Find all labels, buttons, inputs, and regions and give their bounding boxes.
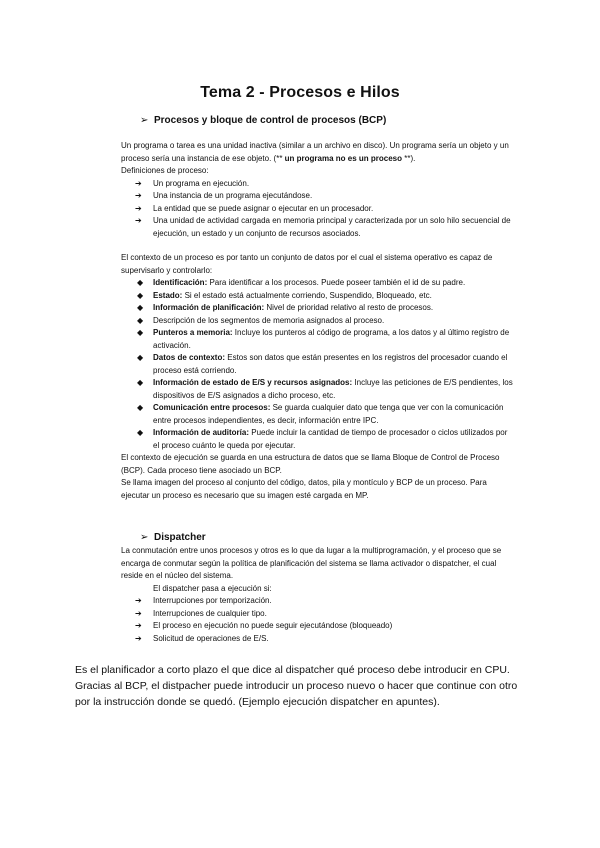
- intro-paragraph: [121, 140, 513, 165]
- item-bold-label: Punteros a memoria:: [153, 328, 233, 337]
- context-save-paragraph: El contexto de ejecución se guarda en una estructura de datos que se llama Bloque de Control de Proceso (BCP). Cada proceso tiene asociado un BCP.: [121, 453, 500, 475]
- intro-text: Un programa o tarea es una unidad inactiva (similar a un archivo en disco). Un programa sería un objeto y un proceso sería una instancia de ese objeto. (**: [121, 141, 509, 163]
- item-text: Si el estado está actualmente corriendo, Suspendido, Bloqueado, etc.: [182, 290, 432, 300]
- item-text: Nivel de prioridad relativo al resto de procesos.: [264, 303, 434, 312]
- arrow-bullet-icon: ➔: [135, 596, 142, 605]
- intro-bold-text: un programa no es un proceso: [284, 153, 403, 163]
- dispatcher-intro-paragraph: La conmutación entre unos procesos y otros es lo que da lugar a la multiprogramación, y el proceso que se encarga de conmutar según la política de planificación del sistema se llama activador o dispatcher, el cual reside en el núcleo del sistema.: [121, 546, 502, 580]
- definitions-list: [121, 178, 513, 241]
- item-bold-label: Datos de contexto:: [153, 353, 226, 362]
- section-heading-text: Procesos y bloque de control de procesos (BCP): [154, 115, 387, 126]
- list-item: [121, 608, 513, 621]
- definitions-label: Definiciones de proceso:: [121, 166, 209, 175]
- list-item-text: Interrupciones por temporización.: [153, 596, 272, 605]
- image-definition-paragraph: Se llama imagen del proceso al conjunto del código, datos, pila y montículo y BCP de un proceso. Para ejecutar un proceso es necesario que su imagen esté cargada en MP.: [121, 478, 487, 500]
- item-text: Se guarda cualquier dato que tenga que ver con la comunicación entre procesos independientes, es decir, información entre IPC.: [153, 403, 504, 425]
- list-item: [121, 190, 513, 203]
- item-bold-label: Estado:: [153, 290, 183, 300]
- list-item: [121, 633, 513, 646]
- list-item: [121, 327, 513, 352]
- context-list: [121, 277, 513, 452]
- list-item-text: Una unidad de actividad cargada en memoria principal y caracterizada por un solo hilo secuencial de ejecución, un estado y un conjunto de recursos asociados.: [153, 216, 511, 238]
- diamond-bullet-icon: ◆: [137, 353, 144, 362]
- list-item: [121, 315, 513, 328]
- list-item-text: Solicitud de operaciones de E/S.: [153, 633, 269, 643]
- list-item: [121, 352, 513, 377]
- item-text: Estos son datos que están presentes en los registros del procesador cuando el proceso está corriendo.: [153, 353, 508, 375]
- closing-notes: [75, 662, 525, 710]
- item-text: Incluye las peticiones de E/S pendientes, los dispositivos de E/S asignados a dicho proceso, etc.: [153, 378, 513, 400]
- list-item-text: Una instancia de un programa ejecutándose.: [153, 191, 313, 200]
- diamond-bullet-icon: ◆: [137, 290, 144, 300]
- list-item: [121, 302, 513, 315]
- diamond-bullet-icon: ◆: [137, 328, 144, 337]
- item-text: Puede incluir la cantidad de tiempo de procesador o ciclos utilizados por el proceso cuánto le queda por ejecutar.: [153, 428, 508, 450]
- section-body-dispatcher: [121, 545, 513, 645]
- section-body-bcp: [121, 140, 513, 502]
- list-item: [121, 377, 513, 402]
- diamond-bullet-icon: ◆: [137, 403, 144, 412]
- passes-label: El dispatcher pasa a ejecución si:: [153, 583, 272, 593]
- diamond-bullet-icon: ◆: [137, 278, 144, 287]
- arrow-bullet-icon: ➔: [135, 608, 142, 618]
- item-bold-label: Identificación:: [153, 278, 208, 287]
- section-heading-text: Dispatcher: [154, 532, 206, 543]
- item-bold-label: Información de auditoría:: [153, 428, 250, 437]
- diamond-bullet-icon: ◆: [137, 378, 144, 387]
- diamond-bullet-icon: ◆: [137, 303, 144, 312]
- section-heading-bcp: [140, 115, 386, 126]
- arrowhead-bullet-icon: ➢: [140, 532, 149, 543]
- context-intro-paragraph: El contexto de un proceso es por tanto un conjunto de datos por el cual el sistema operativo es capaz de supervisarlo y controlarlo:: [121, 253, 493, 275]
- arrow-bullet-icon: ➔: [135, 216, 142, 225]
- arrow-bullet-icon: ➔: [135, 621, 142, 630]
- list-item: [121, 620, 513, 633]
- list-item-text: Un programa en ejecución.: [153, 178, 250, 188]
- list-item-text: La entidad que se puede asignar o ejecutar en un procesador.: [153, 203, 374, 213]
- list-item-text: El proceso en ejecución no puede seguir ejecutándose (bloqueado): [153, 621, 393, 630]
- list-item: [121, 277, 513, 290]
- list-item: [121, 290, 513, 303]
- section-heading-dispatcher: [140, 532, 206, 543]
- item-text: Descripción de los segmentos de memoria asignados al proceso.: [153, 315, 385, 325]
- item-text: Para identificar a los procesos. Puede poseer también el id de su padre.: [207, 278, 466, 287]
- arrow-bullet-icon: ➔: [135, 191, 142, 200]
- list-item: [121, 178, 513, 191]
- list-item: [121, 215, 513, 240]
- diamond-bullet-icon: ◆: [137, 315, 144, 325]
- item-bold-label: Información de planificación:: [153, 303, 265, 312]
- item-bold-label: Comunicación entre procesos:: [153, 403, 271, 412]
- arrowhead-bullet-icon: ➢: [140, 115, 149, 126]
- list-item-text: Interrupciones de cualquier tipo.: [153, 608, 267, 618]
- item-text: Incluye los punteros al código de programa, a los datos y al último registro de activación.: [153, 328, 510, 350]
- closing-paragraph-1: Es el planificador a corto plazo el que dice al dispatcher qué proceso debe introducir en CPU.: [75, 664, 510, 676]
- arrow-bullet-icon: ➔: [135, 178, 142, 188]
- intro-end-text: **).: [402, 153, 416, 163]
- diamond-bullet-icon: ◆: [137, 428, 144, 437]
- arrow-bullet-icon: ➔: [135, 633, 142, 643]
- list-item: [121, 402, 513, 427]
- closing-paragraph-2: Gracias al BCP, el distpacher puede introducir un proceso nuevo o hacer que continue con otro por la instrucción donde se quedó. (Ejemplo ejecución dispatcher en apuntes).: [75, 680, 518, 708]
- page-title: Tema 2 - Procesos e Hilos: [200, 84, 400, 101]
- passes-list: [121, 595, 513, 645]
- list-item: [121, 427, 513, 452]
- list-item: [121, 595, 513, 608]
- list-item: [121, 203, 513, 216]
- item-bold-label: Información de estado de E/S y recursos asignados:: [153, 378, 353, 387]
- arrow-bullet-icon: ➔: [135, 203, 142, 213]
